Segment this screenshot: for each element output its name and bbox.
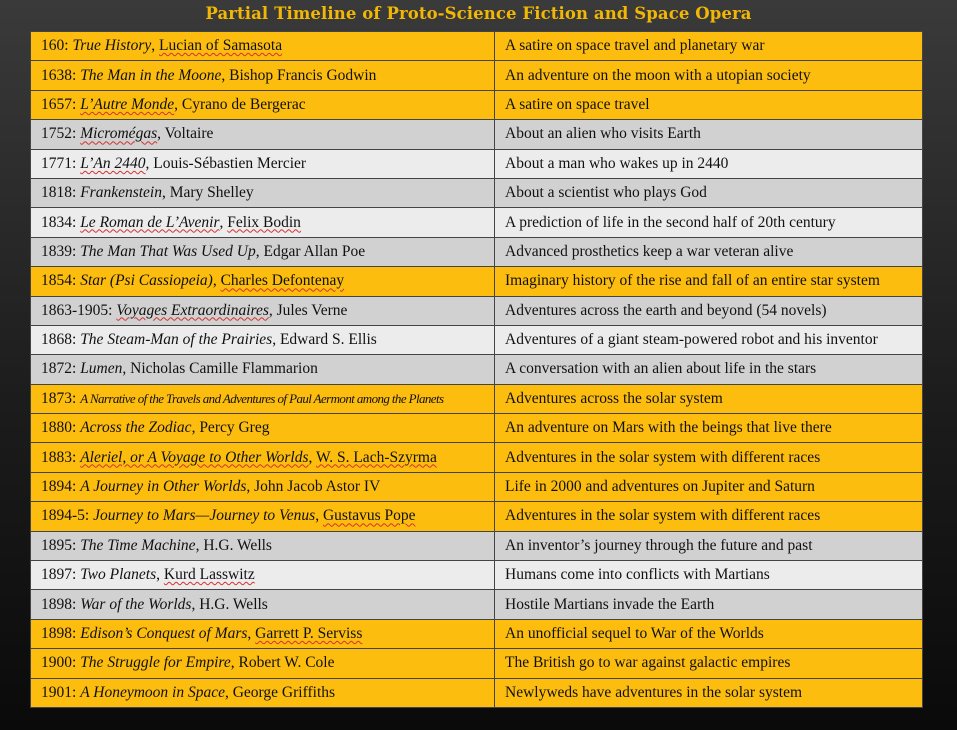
author-name: Voltaire: [164, 125, 214, 143]
author-name: Felix Bodin: [227, 213, 301, 231]
year-label: 1883:: [41, 448, 81, 466]
table-row: [31, 325, 923, 354]
table-row: [31, 355, 923, 384]
author-name: Garrett P. Serviss: [255, 625, 363, 642]
author-name: Kurd Lasswitz: [163, 566, 255, 584]
table-row: [31, 267, 923, 296]
work-cell: [31, 355, 495, 384]
description-cell: An adventure on the moon with a utopian society: [495, 61, 923, 90]
table-row: [31, 561, 923, 590]
separator: ,: [308, 448, 317, 466]
separator: ,: [191, 419, 200, 437]
work-cell: [31, 443, 495, 472]
work-title: A Journey in Other Worlds: [80, 478, 247, 496]
year-label: 1752:: [41, 125, 81, 143]
table-row: [31, 384, 923, 413]
separator: ,: [145, 154, 154, 172]
work-title: Voyages Extraordinaires: [116, 301, 269, 319]
table-row: [31, 208, 923, 237]
work-cell: [31, 472, 495, 501]
work-cell: [31, 237, 495, 266]
year-label: 1898:: [41, 595, 81, 613]
work-title: Lumen: [80, 360, 123, 378]
work-cell: [31, 649, 495, 678]
year-label: 1901:: [41, 683, 81, 701]
work-cell: [31, 267, 495, 296]
year-label: 1834:: [41, 213, 81, 231]
description-cell: Imaginary history of the rise and fall of an entire star system: [495, 267, 923, 296]
description-cell: Adventures in the solar system with different races: [495, 502, 923, 531]
table-row: [31, 296, 923, 325]
work-cell: [31, 178, 495, 207]
work-cell: [31, 561, 495, 590]
year-label: 1771:: [41, 154, 81, 172]
work-title: The Steam-Man of the Prairies: [80, 331, 273, 349]
separator: ,: [161, 184, 170, 202]
work-title: Frankenstein: [80, 184, 162, 202]
work-title: Edison’s Conquest of Mars: [80, 625, 248, 642]
table-row: [31, 649, 923, 678]
separator: ,: [157, 125, 165, 143]
work-title: The Man in the Moone: [80, 66, 222, 84]
work-title: Micromégas: [80, 125, 158, 143]
work-title: A Narrative of the Travels and Adventures of Paul Aermont among the Planets: [80, 390, 444, 406]
table-row: [31, 531, 923, 560]
separator: ,: [156, 566, 164, 584]
year-label: 1894-5:: [41, 507, 94, 525]
author-name: H.G. Wells: [203, 536, 272, 554]
author-name: Bishop Francis Godwin: [229, 66, 377, 84]
work-title: War of the Worlds: [80, 595, 192, 613]
year-label: 1872:: [41, 360, 81, 378]
work-cell: [31, 120, 495, 149]
work-title: Across the Zodiac: [80, 419, 192, 437]
separator: ,: [224, 683, 233, 701]
work-cell: [31, 384, 495, 413]
table-row: [31, 619, 923, 648]
table-row: [31, 237, 923, 266]
work-title: Two Planets: [80, 566, 157, 584]
work-cell: [31, 619, 495, 648]
table-row: [31, 178, 923, 207]
year-label: 1880:: [41, 419, 81, 437]
year-label: 1854:: [41, 272, 81, 290]
separator: ,: [268, 301, 277, 319]
description-cell: Newlyweds have adventures in the solar system: [495, 678, 923, 707]
year-label: 1897:: [41, 566, 81, 584]
separator: ,: [195, 536, 204, 554]
author-name: Percy Greg: [199, 419, 270, 437]
work-title: A Honeymoon in Space: [80, 683, 225, 701]
description-cell: About an alien who visits Earth: [495, 120, 923, 149]
separator: ,: [255, 242, 264, 260]
table-row: [31, 149, 923, 178]
work-title: Le Roman de L’Avenir: [80, 213, 220, 231]
table-row: [31, 61, 923, 90]
description-cell: An inventor’s journey through the future and past: [495, 531, 923, 560]
year-label: 1818:: [41, 184, 81, 202]
table-row: [31, 90, 923, 119]
description-cell: Adventures across the earth and beyond (54 novels): [495, 296, 923, 325]
description-cell: Hostile Martians invade the Earth: [495, 590, 923, 619]
author-name: Cyrano de Bergerac: [181, 95, 306, 113]
work-cell: [31, 502, 495, 531]
separator: ,: [151, 37, 159, 55]
description-cell: Adventures in the solar system with different races: [495, 443, 923, 472]
year-label: 1638:: [41, 66, 81, 84]
description-cell: A satire on space travel and planetary war: [495, 32, 923, 61]
year-label: 1873:: [41, 389, 81, 407]
description-cell: A satire on space travel: [495, 90, 923, 119]
work-cell: [31, 32, 495, 61]
separator: ,: [246, 478, 255, 496]
work-title: The Time Machine: [80, 536, 196, 554]
description-cell: Humans come into conflicts with Martians: [495, 561, 923, 590]
description-cell: A conversation with an alien about life in the stars: [495, 355, 923, 384]
author-name: Mary Shelley: [169, 184, 254, 202]
year-label: 160:: [41, 37, 73, 55]
separator: ,: [230, 654, 239, 672]
work-cell: [31, 90, 495, 119]
description-cell: A prediction of life in the second half of 20th century: [495, 208, 923, 237]
work-cell: [31, 149, 495, 178]
table-row: [31, 443, 923, 472]
separator: ,: [219, 213, 228, 231]
work-title: Aleriel, or A Voyage to Other Worlds: [80, 448, 309, 466]
author-name: W. S. Lach-Szyrma: [316, 448, 437, 466]
year-label: 1657:: [41, 95, 81, 113]
work-cell: [31, 208, 495, 237]
description-cell: Advanced prosthetics keep a war veteran alive: [495, 237, 923, 266]
description-cell: About a man who wakes up in 2440: [495, 149, 923, 178]
description-cell: An unofficial sequel to War of the Worlds: [495, 619, 923, 648]
year-label: 1868:: [41, 331, 81, 349]
separator: ,: [221, 66, 230, 84]
description-cell: Life in 2000 and adventures on Jupiter and Saturn: [495, 472, 923, 501]
year-label: 1895:: [41, 536, 81, 554]
work-title: L’An 2440: [80, 154, 146, 172]
work-title: Journey to Mars—Journey to Venus: [93, 507, 316, 525]
separator: ,: [315, 507, 323, 525]
work-cell: [31, 325, 495, 354]
table-row: [31, 502, 923, 531]
timeline-table: [30, 31, 923, 708]
separator: ,: [247, 625, 256, 642]
separator: ,: [191, 595, 200, 613]
separator: ,: [122, 360, 131, 378]
author-name: George Griffiths: [232, 683, 336, 701]
table-row: [31, 32, 923, 61]
description-cell: Adventures across the solar system: [495, 384, 923, 413]
description-cell: About a scientist who plays God: [495, 178, 923, 207]
table-row: [31, 472, 923, 501]
author-name: Jules Verne: [276, 301, 348, 319]
work-title: The Man That Was Used Up: [80, 242, 256, 260]
year-label: 1894:: [41, 478, 81, 496]
year-label: 1898:: [41, 625, 81, 642]
work-title: True History: [72, 37, 152, 55]
work-cell: [31, 531, 495, 560]
separator: ,: [212, 272, 221, 290]
work-cell: [31, 414, 495, 443]
description-cell: The British go to war against galactic empires: [495, 649, 923, 678]
work-cell: [31, 61, 495, 90]
table-row: [31, 120, 923, 149]
separator: ,: [174, 95, 182, 113]
table-row: [31, 590, 923, 619]
work-cell: [31, 678, 495, 707]
author-name: Nicholas Camille Flammarion: [130, 360, 318, 378]
table-row: [31, 414, 923, 443]
work-title: Star (Psi Cassiopeia): [80, 272, 213, 290]
work-title: L’Autre Monde: [80, 95, 175, 113]
author-name: Charles Defontenay: [220, 272, 345, 290]
work-title: The Struggle for Empire: [80, 654, 231, 672]
description-cell: An adventure on Mars with the beings that live there: [495, 414, 923, 443]
author-name: Louis-Sébastien Mercier: [153, 154, 307, 172]
table-row: [31, 678, 923, 707]
work-cell: [31, 296, 495, 325]
work-cell: [31, 590, 495, 619]
author-name: John Jacob Astor IV: [254, 478, 381, 496]
author-name: Robert W. Cole: [238, 654, 335, 672]
description-cell: Adventures of a giant steam-powered robot and his inventor: [495, 325, 923, 354]
page-title: Partial Timeline of Proto-Science Fiction and Space Opera: [205, 4, 752, 23]
author-name: H.G. Wells: [199, 595, 268, 613]
author-name: Edgar Allan Poe: [263, 242, 366, 260]
author-name: Gustavus Pope: [322, 507, 416, 525]
author-name: Edward S. Ellis: [279, 331, 377, 349]
year-label: 1839:: [41, 242, 81, 260]
year-label: 1863-1905:: [41, 301, 117, 319]
separator: ,: [272, 331, 280, 349]
year-label: 1900:: [41, 654, 81, 672]
author-name: Lucian of Samasota: [159, 37, 283, 55]
